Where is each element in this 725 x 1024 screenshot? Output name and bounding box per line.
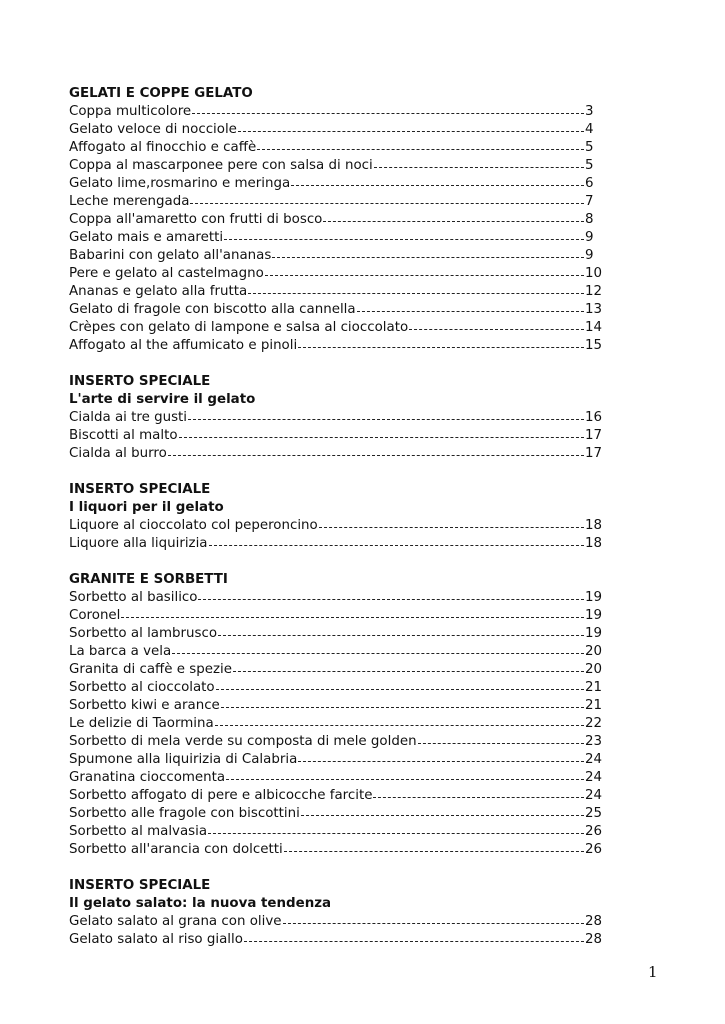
entry-title: Granita di caffè e spezie [69,662,232,677]
dotted-leader [179,436,584,438]
toc-entry [69,139,600,157]
entry-title: Sorbetto al lambrusco [69,626,218,641]
section-heading: GRANITE E SORBETTI [69,572,228,587]
dotted-leader [198,598,584,600]
entry-title: Gelato veloce di nocciole [69,122,237,137]
entry-title: Liquore al cioccolato col peperoncino [69,518,318,533]
entry-title: Cialda al burro [69,446,167,461]
entry-title: Le delizie di Taormina [69,716,214,731]
toc-entry [69,409,603,427]
entry-page-number: 28 [585,932,603,947]
entry-title: Leche merengada [69,194,190,209]
table-of-contents [69,85,603,967]
toc-section [69,481,603,553]
dotted-leader [209,544,584,546]
entry-page-number: 15 [585,338,603,353]
entry-page-number: 19 [585,608,603,623]
entry-page-number: 8 [585,212,594,227]
dotted-leader [172,652,584,654]
toc-entry [69,769,603,787]
entry-page-number: 26 [585,842,603,857]
section-heading: INSERTO SPECIALE [69,482,211,497]
entry-page-number: 14 [585,320,603,335]
entry-page-number: 20 [585,662,603,677]
page-number: 1 [648,963,658,981]
dotted-leader [218,634,584,636]
dotted-leader [298,760,584,762]
entry-title: La barca a vela [69,644,172,659]
dotted-leader [215,724,584,726]
toc-entry [69,301,603,319]
toc-entry [69,175,600,193]
entry-page-number: 24 [585,770,603,785]
entry-title: Sorbetto kiwi e arance [69,698,220,713]
entry-page-number: 19 [585,590,603,605]
entry-title: Cialda ai tre gusti [69,410,188,425]
entry-page-number: 26 [585,824,603,839]
toc-entry [69,211,600,229]
entry-title: Affogato al the affumicato e pinoli [69,338,298,353]
toc-entry [69,103,600,121]
dotted-leader [323,220,584,222]
entry-page-number: 18 [585,536,603,551]
toc-entry [69,589,603,607]
entry-page-number: 21 [585,680,603,695]
entry-title: Sorbetto al cioccolato [69,680,215,695]
toc-entry [69,319,603,337]
toc-entry [69,841,603,859]
entry-page-number: 20 [585,644,603,659]
toc-entry [69,733,603,751]
toc-entry [69,625,603,643]
entry-page-number: 6 [585,176,594,191]
section-heading: GELATI E COPPE GELATO [69,86,253,101]
entry-page-number: 10 [585,266,603,281]
toc-entry [69,265,603,283]
entry-title: Coronel [69,608,121,623]
entry-title: Sorbetto al basilico [69,590,198,605]
section-heading: L'arte di servire il gelato [69,392,256,407]
entry-title: Granatina cioccomenta [69,770,226,785]
entry-title: Pere e gelato al castelmagno [69,266,264,281]
dotted-leader [208,832,584,834]
toc-entry [69,931,603,949]
dotted-leader [244,940,584,942]
entry-title: Liquore alla liquirizia [69,536,208,551]
toc-entry [69,427,603,445]
dotted-leader [272,256,584,258]
toc-entry [69,517,603,535]
dotted-leader [188,418,584,420]
entry-page-number: 19 [585,626,603,641]
entry-title: Coppa all'amaretto con frutti di bosco [69,212,323,227]
entry-page-number: 17 [585,428,603,443]
entry-title: Gelato lime,rosmarino e meringa [69,176,291,191]
dotted-leader [409,328,584,330]
dotted-leader [257,148,584,150]
dotted-leader [224,238,584,240]
entry-title: Sorbetto al malvasia [69,824,208,839]
dotted-leader [301,814,584,816]
entry-title: Gelato mais e amaretti [69,230,224,245]
entry-title: Sorbetto di mela verde su composta di mele golden [69,734,417,749]
entry-page-number: 28 [585,914,603,929]
dotted-leader [283,922,585,924]
dotted-leader [319,526,584,528]
toc-entry [69,805,603,823]
entry-title: Gelato salato al riso giallo [69,932,243,947]
dotted-leader [374,166,584,168]
toc-entry [69,787,603,805]
dotted-leader [418,742,584,744]
toc-entry [69,751,603,769]
entry-page-number: 25 [585,806,603,821]
dotted-leader [291,184,584,186]
toc-entry [69,283,603,301]
entry-page-number: 3 [585,104,594,119]
entry-page-number: 9 [585,230,594,245]
toc-entry [69,679,603,697]
dotted-leader [221,706,584,708]
entry-page-number: 5 [585,140,594,155]
dotted-leader [168,454,584,456]
toc-entry [69,643,603,661]
entry-page-number: 16 [585,410,603,425]
toc-section [69,877,603,949]
toc-entry [69,823,603,841]
entry-title: Gelato di fragole con biscotto alla cannella [69,302,356,317]
entry-page-number: 5 [585,158,594,173]
entry-page-number: 9 [585,248,594,263]
section-heading: I liquori per il gelato [69,500,224,515]
toc-entry [69,913,603,931]
toc-entry [69,157,600,175]
dotted-leader [121,616,584,618]
toc-entry [69,193,600,211]
entry-page-number: 13 [585,302,603,317]
dotted-leader [265,274,584,276]
dotted-leader [216,688,584,690]
dotted-leader [192,112,584,114]
dotted-leader [357,310,584,312]
entry-title: Sorbetto all'arancia con dolcetti [69,842,283,857]
dotted-leader [298,346,584,348]
entry-title: Biscotti al malto [69,428,178,443]
entry-title: Babarini con gelato all'ananas [69,248,272,263]
entry-title: Coppa multicolore [69,104,192,119]
toc-section [69,373,603,463]
entry-page-number: 12 [585,284,603,299]
entry-page-number: 7 [585,194,594,209]
dotted-leader [248,292,584,294]
toc-entry [69,247,600,265]
entry-title: Sorbetto affogato di pere e albicocche farcite [69,788,373,803]
entry-title: Spumone alla liquirizia di Calabria [69,752,298,767]
toc-entry [69,661,603,679]
entry-title: Crèpes con gelato di lampone e salsa al cioccolato [69,320,409,335]
entry-page-number: 17 [585,446,603,461]
entry-page-number: 23 [585,734,603,749]
section-heading: INSERTO SPECIALE [69,374,211,389]
dotted-leader [373,796,584,798]
dotted-leader [238,130,584,132]
dotted-leader [284,850,584,852]
entry-page-number: 22 [585,716,603,731]
entry-page-number: 24 [585,788,603,803]
entry-page-number: 21 [585,698,603,713]
entry-page-number: 24 [585,752,603,767]
toc-entry [69,229,600,247]
dotted-leader [226,778,584,780]
section-heading: INSERTO SPECIALE [69,878,211,893]
entry-title: Gelato salato al grana con olive [69,914,282,929]
entry-title: Coppa al mascarponee pere con salsa di noci [69,158,373,173]
toc-entry [69,121,600,139]
toc-section [69,85,603,355]
toc-entry [69,607,603,625]
toc-entry [69,445,603,463]
toc-entry [69,535,603,553]
section-heading: Il gelato salato: la nuova tendenza [69,896,332,911]
entry-title: Ananas e gelato alla frutta [69,284,248,299]
entry-title: Sorbetto alle fragole con biscottini [69,806,300,821]
toc-entry [69,697,603,715]
entry-page-number: 4 [585,122,594,137]
toc-section [69,571,603,859]
entry-page-number: 18 [585,518,603,533]
entry-title: Affogato al finocchio e caffè [69,140,257,155]
toc-entry [69,337,603,355]
dotted-leader [233,670,584,672]
toc-entry [69,715,603,733]
dotted-leader [190,202,584,204]
